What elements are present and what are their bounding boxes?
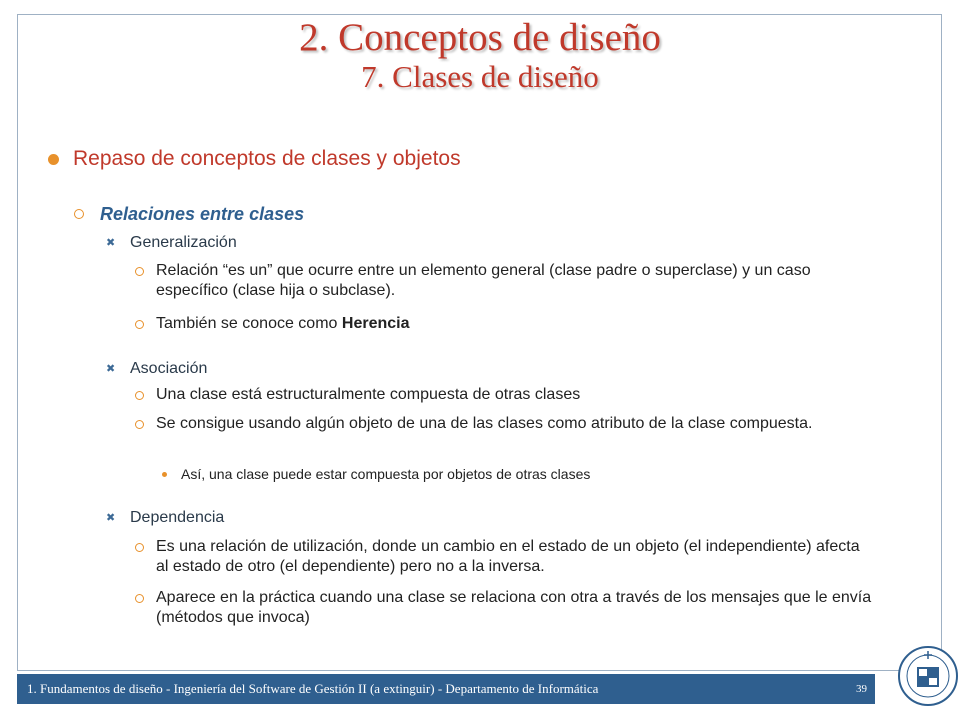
bullet-asociacion: [106, 359, 207, 379]
herencia-term: Herencia: [341, 315, 410, 332]
ring-bullet-icon: [135, 320, 144, 329]
slide-title: [0, 16, 960, 94]
dependencia-item-text: Aparece en la práctica cuando una clase se relaciona con otra a través de los mensajes que le envía (métodos que invoca): [156, 589, 872, 626]
ring-bullet-icon: [135, 420, 144, 429]
cross-bullet-icon: ✖: [106, 237, 116, 249]
bullet-dependencia: [106, 508, 224, 528]
bullet-generalizacion: [106, 233, 237, 253]
generalizacion-item-1: [135, 261, 876, 301]
asociacion-item-2: [135, 414, 876, 434]
asociacion-label: Asociación: [130, 360, 208, 377]
title-sub: 7. Clases de diseño: [361, 59, 599, 94]
asociacion-item-text: Una clase está estructuralmente compuesta de otras clases: [156, 386, 581, 403]
generalizacion-item-text: También se conoce como: [156, 315, 338, 332]
bullet-level1-text: Repaso de conceptos de clases y objetos: [73, 147, 461, 170]
ring-bullet-icon: [74, 209, 84, 219]
bullet-level2-text: Relaciones entre clases: [100, 204, 305, 224]
page-number: 39: [856, 683, 867, 695]
generalizacion-item-text: Relación “es un” que ocurre entre un elemento general (clase padre o superclase) y un caso específico (clase hija o subclase).: [156, 262, 811, 299]
footer-bar: [17, 674, 875, 704]
cross-bullet-icon: ✖: [106, 512, 116, 524]
bullet-level1: [48, 144, 461, 174]
asociacion-item-1: [135, 385, 876, 405]
generalizacion-item-2: [135, 314, 876, 334]
ring-bullet-icon: [135, 594, 144, 603]
dependencia-item-2: [135, 588, 876, 628]
ring-bullet-icon: [135, 543, 144, 552]
dependencia-label: Dependencia: [130, 509, 225, 526]
ring-bullet-icon: [135, 391, 144, 400]
generalizacion-label: Generalización: [130, 234, 237, 251]
dependencia-item-text: Es una relación de utilización, donde un cambio en el estado de un objeto (el independiente) afecta al estado de otro (el dependiente) pero no a la inversa.: [156, 538, 860, 575]
dot-bullet-icon: [162, 472, 167, 477]
bullet-level2: [74, 203, 304, 225]
dependencia-item-1: [135, 537, 876, 577]
asociacion-item-text: Se consigue usando algún objeto de una de las clases como atributo de la clase compuesta.: [156, 415, 813, 432]
footer-text: 1. Fundamentos de diseño - Ingeniería del Software de Gestión II (a extinguir) - Departamento de Informática: [27, 681, 599, 696]
university-seal-icon: [897, 645, 959, 707]
cross-bullet-icon: ✖: [106, 363, 116, 375]
asociacion-subitem: [162, 465, 590, 483]
title-main: 2. Conceptos de diseño: [299, 16, 661, 59]
generalizacion-item-text-wrap: [156, 314, 876, 334]
asociacion-subitem-text: Así, una clase puede estar compuesta por objetos de otras clases: [181, 466, 591, 482]
filled-circle-bullet-icon: [48, 154, 59, 165]
ring-bullet-icon: [135, 267, 144, 276]
